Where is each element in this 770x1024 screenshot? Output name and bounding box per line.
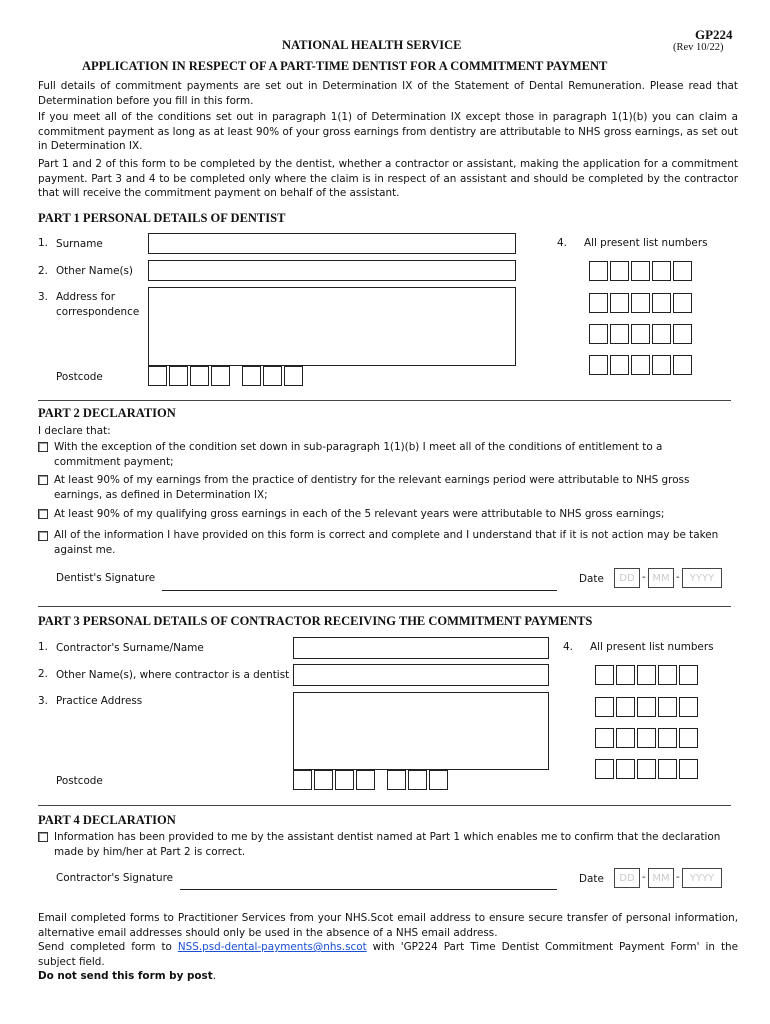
contractor-list-numbers-label: All present list numbers — [590, 641, 714, 653]
list-number-box[interactable] — [652, 293, 671, 313]
intro-paragraph-2: If you meet all of the conditions set out in paragraph 1(1) of Determination IX except those in paragraph 1(1)(b) you can claim a commitment payment as long as at least 90% of your gross earnings from dentistry are attributable to NHS gross earnings, as set out in Determination IX. — [38, 111, 738, 153]
contractor-list-number-row[interactable] — [595, 728, 698, 748]
part3-q3-number: 3. — [38, 695, 48, 707]
date-separator: - — [676, 872, 680, 883]
footer-email-instructions: Email completed forms to Practitioner Services from your NHS.Scot email address to ensure secure transfer of personal information, alternative email addresses should only be used in the absence of a NHS email address. — [38, 912, 738, 939]
postcode-box[interactable] — [263, 366, 282, 386]
list-number-box[interactable] — [637, 697, 656, 717]
list-number-box[interactable] — [652, 355, 671, 375]
form-title: APPLICATION IN RESPECT OF A PART-TIME DENTIST FOR A COMMITMENT PAYMENT — [82, 59, 608, 73]
part2-heading: PART 2 DECLARATION — [38, 406, 176, 420]
contractor-postcode-boxes[interactable] — [293, 770, 448, 790]
send-suffix: with 'GP224 Part Time Dentist Commitment Payment Form' in the subject field. — [38, 941, 738, 968]
contractor-list-number-row[interactable] — [595, 665, 698, 685]
list-number-box[interactable] — [631, 261, 650, 281]
part1-q4-number: 4. — [557, 237, 567, 249]
list-number-box[interactable] — [616, 759, 635, 779]
part1-q1-number: 1. — [38, 237, 48, 249]
other-names-label: Other Name(s) — [56, 265, 133, 277]
revision: (Rev 10/22) — [673, 42, 724, 53]
postcode-box[interactable] — [314, 770, 333, 790]
contractor-postcode-label: Postcode — [56, 775, 103, 787]
declare-intro: I declare that: — [38, 425, 111, 437]
footer-send-instructions — [38, 940, 738, 969]
list-number-box[interactable] — [673, 293, 692, 313]
list-number-box[interactable] — [673, 324, 692, 344]
practice-address-field[interactable] — [293, 692, 549, 770]
part1-q3-number: 3. — [38, 291, 48, 303]
list-number-box[interactable] — [631, 355, 650, 375]
postcode-box[interactable] — [335, 770, 354, 790]
part3-q2-number: 2. — [38, 668, 48, 680]
section-divider — [38, 805, 731, 806]
list-number-box[interactable] — [637, 759, 656, 779]
list-number-box[interactable] — [595, 759, 614, 779]
no-post-notice — [38, 969, 216, 984]
part1-q2-number: 2. — [38, 265, 48, 277]
postcode-box[interactable] — [211, 366, 230, 386]
list-number-box[interactable] — [631, 324, 650, 344]
list-number-box[interactable] — [595, 665, 614, 685]
no-post-period: . — [212, 970, 217, 982]
list-number-box[interactable] — [679, 728, 698, 748]
postcode-box[interactable] — [242, 366, 261, 386]
list-number-box[interactable] — [652, 261, 671, 281]
declaration-checkbox-2[interactable] — [38, 475, 48, 485]
section-divider — [38, 400, 731, 401]
postcode-box[interactable] — [190, 366, 209, 386]
list-number-row[interactable] — [589, 261, 692, 281]
declaration-item-1: With the exception of the condition set down in sub-paragraph 1(1)(b) I meet all of the conditions of entitlement to a commitment payment; — [54, 441, 663, 468]
dentist-date-label: Date — [579, 573, 604, 585]
list-number-box[interactable] — [631, 293, 650, 313]
list-number-box[interactable] — [595, 728, 614, 748]
contractor-date-day[interactable]: DD — [614, 868, 640, 888]
contractor-signature-label: Contractor's Signature — [56, 872, 174, 884]
postcode-box[interactable] — [408, 770, 427, 790]
dentist-signature-line[interactable] — [162, 590, 557, 591]
contractor-signature-line[interactable] — [180, 889, 557, 890]
list-number-box[interactable] — [658, 665, 677, 685]
contractor-date-year[interactable]: YYYY — [682, 868, 722, 888]
declaration-item-2: At least 90% of my earnings from the practice of dentistry for the relevant earnings period were attributable to NHS gross earnings, as defined in Determination IX; — [54, 474, 690, 501]
part3-q4-number: 4. — [563, 641, 573, 653]
part3-q1-number: 1. — [38, 641, 48, 653]
address-field[interactable] — [148, 287, 516, 366]
intro-paragraph-1: Full details of commitment payments are set out in Determination IX of the Statement of Dental Remuneration. Please read that Determination before you fill in this form. — [38, 80, 738, 107]
dentist-date-day[interactable]: DD — [614, 568, 640, 588]
send-prefix: Send completed form to — [38, 941, 178, 953]
contractor-surname-field[interactable] — [293, 637, 549, 659]
list-number-box[interactable] — [610, 324, 629, 344]
contractor-list-number-row[interactable] — [595, 697, 698, 717]
contractor-declaration-checkbox[interactable] — [38, 832, 48, 842]
list-number-box[interactable] — [679, 697, 698, 717]
declaration-item-4: All of the information I have provided on this form is correct and complete and I understand that if it is not action may be taken against me. — [54, 529, 719, 556]
declaration-checkbox-4[interactable] — [38, 531, 48, 541]
org-name: NATIONAL HEALTH SERVICE — [282, 38, 462, 52]
dentist-date-year[interactable]: YYYY — [682, 568, 722, 588]
email-link[interactable]: NSS.psd-dental-payments@nhs.scot — [177, 941, 367, 953]
part4-heading: PART 4 DECLARATION — [38, 813, 176, 827]
date-separator: - — [676, 572, 680, 583]
list-numbers-label: All present list numbers — [584, 237, 708, 249]
list-number-box[interactable] — [679, 665, 698, 685]
list-number-box[interactable] — [637, 728, 656, 748]
part1-heading: PART 1 PERSONAL DETAILS OF DENTIST — [38, 211, 286, 225]
intro-paragraph-3: Part 1 and 2 of this form to be completed by the dentist, whether a contractor or assistant, making the application for a commitment payment. Part 3 and 4 to be completed only where the claim is in respect of an assistant and should be completed by the contractor that will receive the commitment payment on behalf of the assistant. — [38, 158, 738, 200]
dentist-date-month[interactable]: MM — [648, 568, 674, 588]
list-number-box[interactable] — [616, 697, 635, 717]
list-number-box[interactable] — [616, 728, 635, 748]
address-label-line1: Address for — [56, 291, 115, 303]
list-number-box[interactable] — [652, 324, 671, 344]
section-divider — [38, 606, 731, 607]
contractor-date-month[interactable]: MM — [648, 868, 674, 888]
list-number-box[interactable] — [589, 324, 608, 344]
postcode-box[interactable] — [169, 366, 188, 386]
list-number-box[interactable] — [679, 759, 698, 779]
list-number-row[interactable] — [589, 293, 692, 313]
contractor-other-names-label: Other Name(s), where contractor is a dentist — [56, 669, 290, 681]
list-number-box[interactable] — [610, 261, 629, 281]
contractor-declaration-item: Information has been provided to me by the assistant dentist named at Part 1 which enables me to confirm that the declaration made by him/her at Part 2 is correct. — [54, 831, 721, 858]
date-separator: - — [642, 872, 646, 883]
practice-address-label: Practice Address — [56, 695, 143, 707]
list-number-box[interactable] — [589, 293, 608, 313]
list-number-box[interactable] — [589, 355, 608, 375]
postcode-box[interactable] — [429, 770, 448, 790]
declaration-checkbox-1[interactable] — [38, 442, 48, 452]
list-number-box[interactable] — [673, 355, 692, 375]
date-separator: - — [642, 572, 646, 583]
no-post-bold: Do not send this form by post — [38, 970, 213, 982]
list-number-box[interactable] — [658, 728, 677, 748]
list-number-row[interactable] — [589, 324, 692, 344]
list-number-box[interactable] — [610, 293, 629, 313]
dentist-signature-label: Dentist's Signature — [56, 572, 156, 584]
surname-field[interactable] — [148, 233, 516, 254]
list-number-box[interactable] — [595, 697, 614, 717]
postcode-box[interactable] — [387, 770, 406, 790]
list-number-box[interactable] — [610, 355, 629, 375]
form-code: GP224 — [695, 27, 733, 42]
list-number-box[interactable] — [673, 261, 692, 281]
contractor-other-names-field[interactable] — [293, 664, 549, 686]
postcode-box[interactable] — [284, 366, 303, 386]
list-number-box[interactable] — [658, 759, 677, 779]
postcode-box[interactable] — [293, 770, 312, 790]
postcode-box[interactable] — [148, 366, 167, 386]
postcode-label: Postcode — [56, 371, 103, 383]
surname-label: Surname — [56, 238, 103, 250]
list-number-box[interactable] — [616, 665, 635, 685]
contractor-list-number-row[interactable] — [595, 759, 698, 779]
contractor-surname-label: Contractor's Surname/Name — [56, 642, 204, 654]
list-number-row[interactable] — [589, 355, 692, 375]
address-label-line2: correspondence — [56, 306, 140, 318]
postcode-box[interactable] — [356, 770, 375, 790]
list-number-box[interactable] — [658, 697, 677, 717]
postcode-boxes[interactable] — [148, 366, 303, 386]
declaration-item-3: At least 90% of my qualifying gross earnings in each of the 5 relevant years were attributable to NHS gross earnings; — [54, 508, 665, 520]
list-number-box[interactable] — [637, 665, 656, 685]
other-names-field[interactable] — [148, 260, 516, 281]
declaration-checkbox-3[interactable] — [38, 509, 48, 519]
list-number-box[interactable] — [589, 261, 608, 281]
part3-heading: PART 3 PERSONAL DETAILS OF CONTRACTOR RECEIVING THE COMMITMENT PAYMENTS — [38, 614, 593, 628]
contractor-date-label: Date — [579, 873, 604, 885]
